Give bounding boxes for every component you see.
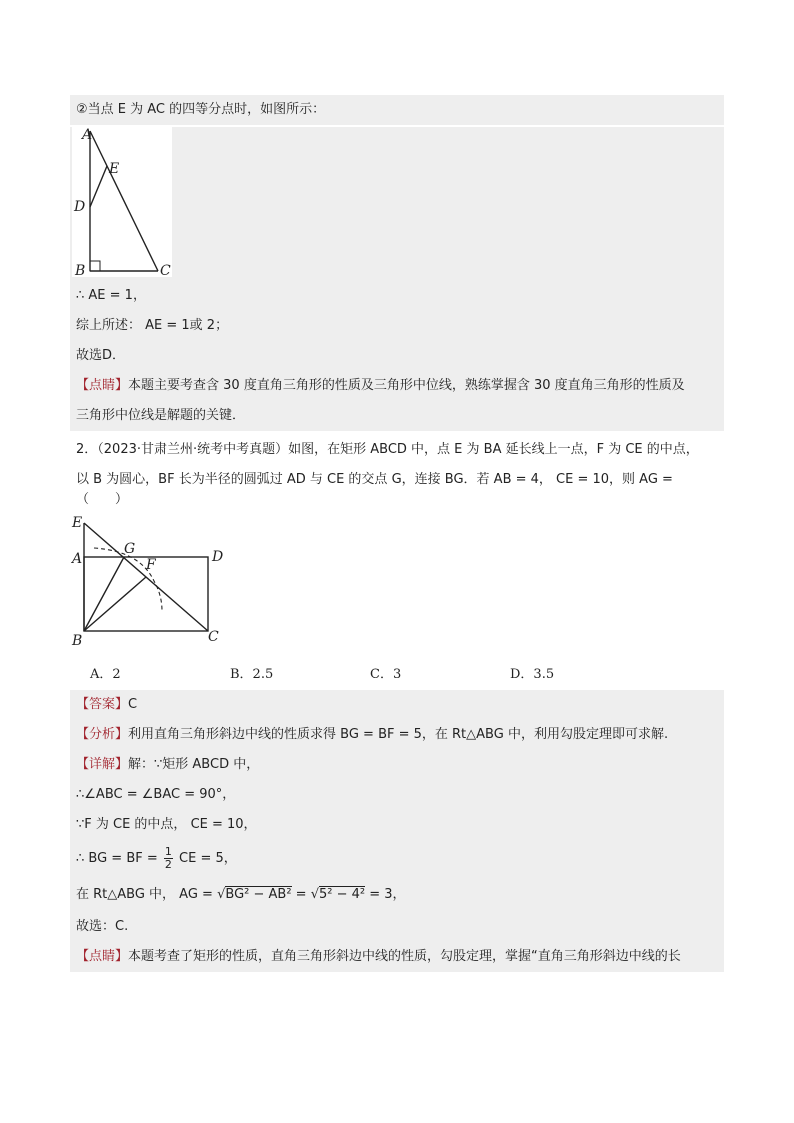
label-c2: C — [208, 629, 219, 645]
step-4-mid: = — [291, 887, 311, 902]
comment-2 — [70, 942, 724, 972]
answer-value: C — [128, 697, 138, 712]
segment-de — [90, 166, 107, 207]
question-2-line-1: 2．（2023·甘肃兰州·统考中考真题）如图，在矩形 ABCD 中，点 E 为 BA 延长线上一点，F 为 CE 的中点， — [76, 442, 699, 457]
comment-1-text: 本题主要考查含 30 度直角三角形的性质及三角形中位线，熟练掌握含 30 度直角三角形的性质及 — [128, 378, 685, 393]
label-b2: B — [72, 633, 83, 649]
summary-line: 综上所述： AE = 1或 2； — [70, 311, 724, 341]
step-4 — [70, 878, 724, 912]
figure-2-rectangle — [70, 515, 270, 655]
label-a: A — [82, 127, 93, 143]
label-d2: D — [212, 549, 224, 565]
label-a2: A — [72, 551, 83, 567]
fraction-numerator: 1 — [164, 845, 172, 858]
choice-c[interactable]: C．3 — [370, 667, 402, 682]
label-d: D — [74, 199, 86, 215]
question-2-line-2: 以 B 为圆心，BF 长为半径的圆弧过 AD 与 CE 的交点 G，连接 BG．若 AB = 4， CE = 10，则 AG =（ ） — [76, 472, 673, 507]
sqrt-radicand-2: 5² − 4² — [319, 887, 366, 902]
figure-1-container — [70, 127, 724, 281]
figure-1 — [72, 127, 172, 277]
line-bf — [84, 577, 146, 631]
comment-2-text: 本题考查了矩形的性质，直角三角形斜边中线的性质，勾股定理，掌握“直角三角形斜边中线的长 — [128, 949, 681, 964]
sqrt-radicand-1: BG² − AB² — [225, 887, 292, 902]
analysis-text: 利用直角三角形斜边中线的性质求得 BG = BF = 5，在 Rt△ABG 中，利用勾股定理即可求解. — [128, 727, 669, 742]
comment-1 — [70, 371, 724, 401]
detail-line — [70, 750, 724, 780]
side-ac — [90, 131, 158, 271]
part2-heading: ②当点 E 为 AC 的四等分点时，如图所示： — [70, 95, 724, 125]
label-b: B — [75, 263, 86, 277]
label-c: C — [160, 263, 171, 277]
step-4-right: = 3， — [365, 887, 406, 902]
figure-1-triangle — [72, 127, 172, 277]
step-1: ∴∠ABC = ∠BAC = 90°， — [70, 780, 724, 810]
comment-2-tag: 【点睛】 — [76, 949, 129, 964]
label-e: E — [109, 161, 120, 177]
label-g2: G — [124, 541, 136, 557]
figure-2 — [70, 515, 724, 655]
choice-d[interactable]: D．3.5 — [510, 667, 555, 682]
ae-equation: ∴ AE = 1， — [70, 281, 724, 311]
document-body — [70, 95, 724, 972]
step-3 — [70, 840, 724, 878]
choice-b[interactable]: B．2.5 — [230, 667, 274, 682]
right-angle-mark — [90, 261, 100, 271]
label-e2: E — [72, 515, 83, 531]
sqrt-sign-1: √ — [217, 887, 226, 902]
fraction-denominator: 2 — [164, 858, 172, 871]
label-f2: F — [146, 557, 156, 573]
choice-a[interactable]: A．2 — [90, 667, 121, 682]
comment-1-continued: 三角形中位线是解题的关键． — [70, 401, 724, 431]
detail-intro: 解：∵矩形 ABCD 中， — [128, 757, 260, 772]
comment-1-tag: 【点睛】 — [76, 378, 129, 393]
choose-line-1: 故选D． — [70, 341, 724, 371]
answer-line — [70, 690, 724, 720]
choices-row — [70, 655, 724, 690]
answer-tag: 【答案】 — [76, 697, 129, 712]
step-2: ∵F 为 CE 的中点， CE = 10， — [70, 810, 724, 840]
step-3-left: ∴ BG = BF = — [76, 851, 158, 866]
analysis-line — [70, 720, 724, 750]
step-3-right: CE = 5， — [179, 851, 237, 866]
analysis-tag: 【分析】 — [76, 727, 129, 742]
line-bg — [84, 557, 124, 631]
choose-line-2: 故选：C. — [70, 912, 724, 942]
fraction-half — [164, 846, 173, 871]
step-4-left: 在 Rt△ABG 中， AG = — [76, 887, 218, 902]
sqrt-sign-2: √ — [310, 887, 319, 902]
detail-tag: 【详解】 — [76, 757, 129, 772]
